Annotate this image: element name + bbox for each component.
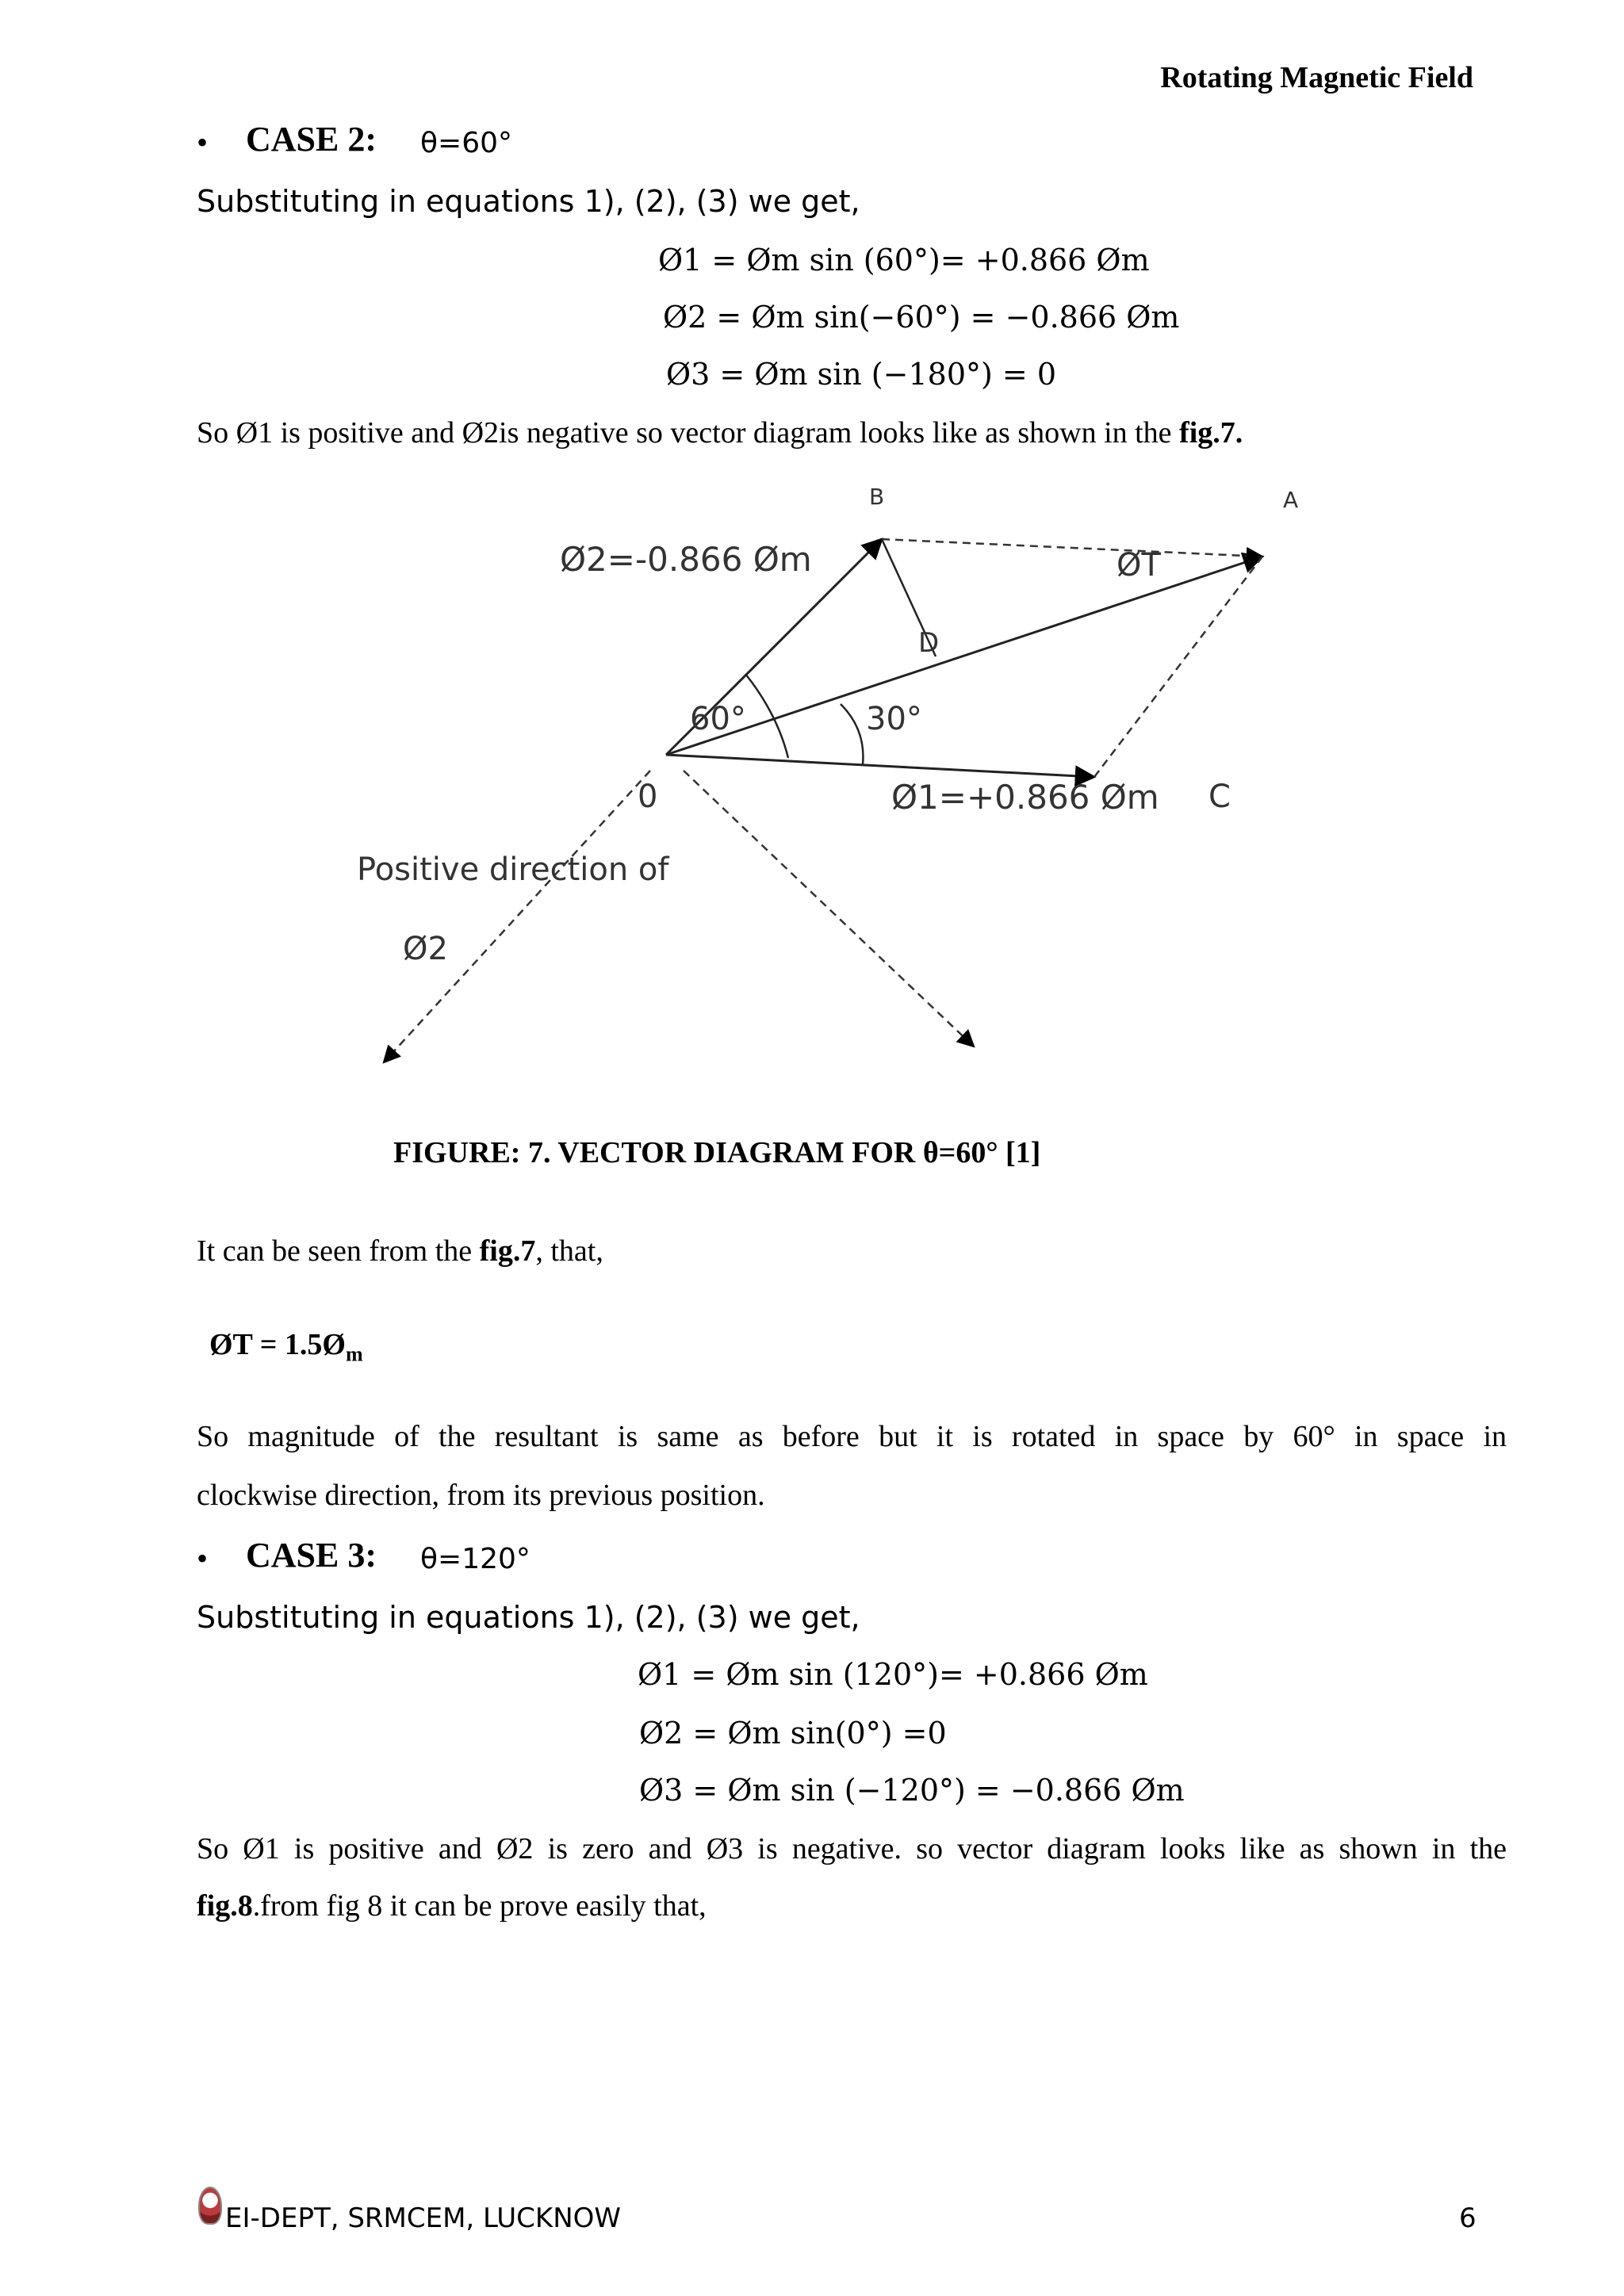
case-2-intro: Substituting in equations 1), (2), (3) we get, xyxy=(197,184,860,219)
observation-text-pre: It can be seen from the xyxy=(197,1234,480,1268)
figure-7-caption: FIGURE: 7. VECTOR DIAGRAM FOR θ=60° [1] xyxy=(393,1136,1041,1169)
fig8-reference: fig.8 xyxy=(197,1889,253,1923)
magnitude-line-2: clockwise direction, from its previous position. xyxy=(197,1479,765,1512)
label-a: A xyxy=(1283,487,1299,513)
case-3-heading: CASE 3: xyxy=(246,1536,377,1575)
case-2-conclusion xyxy=(197,415,1243,450)
label-o: 0 xyxy=(638,779,658,815)
magnitude-line-1: So magnitude of the resultant is same as before but it is rotated in space by 60° in space in xyxy=(197,1420,1507,1453)
case-3-equation-1: Ø1 = Øm sin (120°)= +0.866 Øm xyxy=(638,1657,1148,1692)
case-3-conclusion-line-1: So Ø1 is positive and Ø2 is zero and Ø3 is negative. so vector diagram looks like as shown in the xyxy=(197,1832,1507,1866)
case-2-equation-2: Ø2 = Øm sin(−60°) = −0.866 Øm xyxy=(663,300,1180,335)
case-2-heading: CASE 2: xyxy=(246,120,377,159)
bullet: • xyxy=(197,124,209,160)
case-3-equation-3: Ø3 = Øm sin (−120°) = −0.866 Øm xyxy=(639,1773,1185,1808)
fig7-reference: fig.7. xyxy=(1179,416,1243,450)
resultant-equation xyxy=(209,1327,363,1367)
phi2-label: Ø2=-0.866 Øm xyxy=(560,540,812,579)
case-2-conclusion-text: So Ø1 is positive and Ø2is negative so vector diagram looks like as shown in the xyxy=(197,416,1180,450)
angle-30-arc xyxy=(841,704,863,764)
resultant-subscript: m xyxy=(345,1342,363,1366)
dashed-b-to-a xyxy=(882,539,1262,557)
institution-logo xyxy=(198,2187,222,2225)
bullet: • xyxy=(197,1540,209,1576)
phi1-label: Ø1=+0.866 Øm xyxy=(891,778,1159,817)
case-3-conclusion-text: .from fig 8 it can be prove easily that, xyxy=(252,1889,707,1923)
angle-30-label: 30° xyxy=(866,701,922,737)
case-2-theta: θ=60° xyxy=(420,127,512,159)
case-3-theta: θ=120° xyxy=(420,1543,530,1575)
figure-7-vector-diagram xyxy=(333,476,1316,1078)
dashed-positive-phi2 xyxy=(384,771,650,1062)
case-3-equation-2: Ø2 = Øm sin(0°) =0 xyxy=(639,1716,947,1751)
page-number: 6 xyxy=(1459,2202,1477,2234)
case-3-intro: Substituting in equations 1), (2), (3) we get, xyxy=(197,1600,860,1635)
angle-60-label: 60° xyxy=(690,701,746,737)
phi1-vector xyxy=(666,755,1094,777)
running-header: Rotating Magnetic Field xyxy=(1160,61,1473,94)
observation-fig-ref: fig.7 xyxy=(479,1234,536,1268)
footer-department: EI-DEPT, SRMCEM, LUCKNOW xyxy=(225,2202,622,2234)
fig7-observation xyxy=(197,1234,603,1269)
case-2-equation-1: Ø1 = Øm sin (60°)= +0.866 Øm xyxy=(658,243,1150,277)
label-c: C xyxy=(1208,779,1231,815)
label-b: B xyxy=(869,484,885,510)
label-d: D xyxy=(918,627,940,659)
observation-text-post: , that, xyxy=(535,1234,603,1268)
resultant-symbol: ØT xyxy=(209,1328,253,1361)
positive-direction-label: Positive direction of xyxy=(357,851,669,888)
resultant-value: = 1.5Ø xyxy=(252,1328,346,1361)
case-3-conclusion-line-2 xyxy=(197,1888,707,1923)
positive-direction-phi2: Ø2 xyxy=(403,931,448,967)
phiT-label: ØT xyxy=(1116,547,1161,584)
phiT-vector xyxy=(666,557,1262,755)
dashed-c-to-a xyxy=(1094,557,1262,777)
case-2-equation-3: Ø3 = Øm sin (−180°) = 0 xyxy=(666,357,1056,392)
